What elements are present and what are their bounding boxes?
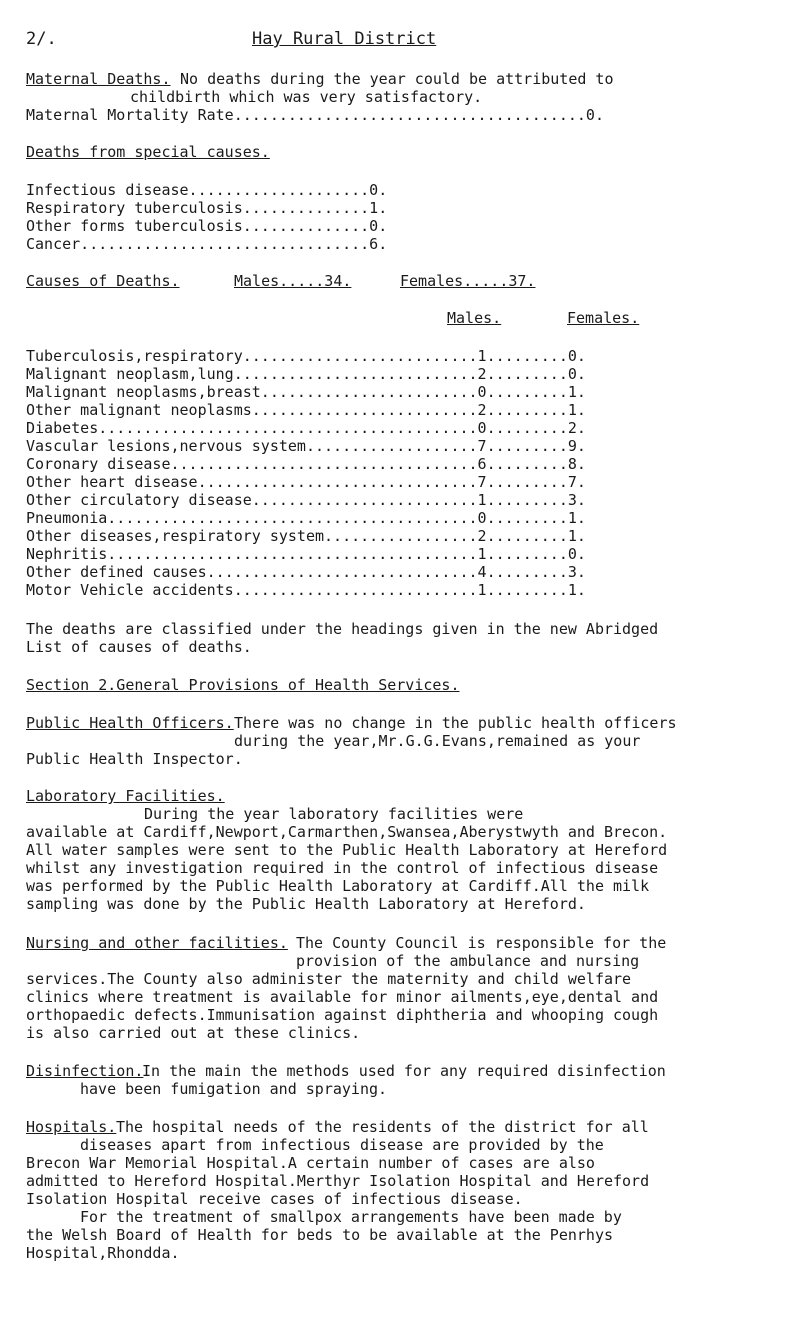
- section-2-heading: Section 2.General Provisions of Health Services.: [26, 676, 460, 694]
- maternal-rate: Maternal Mortality Rate.......................................0.: [26, 106, 604, 124]
- laboratory-heading: Laboratory Facilities.: [26, 787, 225, 805]
- laboratory-line: All water samples were sent to the Public Health Laboratory at Hereford: [26, 841, 668, 859]
- females-total: [400, 272, 535, 290]
- hospitals-line: diseases apart from infectious disease are provided by the: [80, 1136, 604, 1154]
- hospitals-line: admitted to Hereford Hospital.Merthyr Isolation Hospital and Hereford: [26, 1172, 650, 1190]
- laboratory-line: available at Cardiff,Newport,Carmarthen,Swansea,Aberystwyth and Brecon.: [26, 823, 668, 841]
- hospitals-line: Isolation Hospital receive cases of infectious disease.: [26, 1190, 523, 1208]
- males-total: [234, 272, 351, 290]
- classification-note-line-2: List of causes of deaths.: [26, 638, 252, 656]
- laboratory-line: was performed by the Public Health Laboratory at Cardiff.All the milk: [26, 877, 650, 895]
- nursing-heading: Nursing and other facilities.: [26, 934, 288, 952]
- table-row: Tuberculosis,respiratory..........................1.........0.: [26, 347, 586, 365]
- hospitals-heading: Hospitals.: [26, 1118, 117, 1136]
- laboratory-line: During the year laboratory facilities were: [144, 805, 524, 823]
- table-row: Other defined causes..............................4.........3.: [26, 563, 586, 581]
- hospitals-line: The hospital needs of the residents of the district for all: [116, 1118, 649, 1136]
- disinfection-line-2: have been fumigation and spraying.: [80, 1080, 388, 1098]
- table-row: Coronary disease..................................6.........8.: [26, 455, 586, 473]
- hospitals-line: For the treatment of smallpox arrangements have been made by: [80, 1208, 622, 1226]
- special-item: Respiratory tuberculosis..............1.: [26, 199, 388, 217]
- table-row: Other heart disease...............................7.........7.: [26, 473, 586, 491]
- causes-heading: Causes of Deaths.: [26, 272, 180, 290]
- table-row: Malignant neoplasm,lung...........................2.........0.: [26, 365, 586, 383]
- table-row: Vascular lesions,nervous system...................7.........9.: [26, 437, 586, 455]
- table-row: Pneumonia.........................................0.........1.: [26, 509, 586, 527]
- officers-line-1: There was no change in the public health officers: [234, 714, 677, 732]
- officers-line-2: during the year,Mr.G.G.Evans,remained as your: [234, 732, 641, 750]
- laboratory-line: whilst any investigation required in the control of infectious disease: [26, 859, 659, 877]
- column-header-males: Males.: [447, 309, 502, 327]
- disinfection-heading: Disinfection.: [26, 1062, 144, 1080]
- special-item: Infectious disease....................0.: [26, 181, 388, 199]
- table-row: Motor Vehicle accidents...........................1.........1.: [26, 581, 586, 599]
- maternal-heading: Maternal Deaths.: [26, 70, 171, 88]
- maternal-line-2: childbirth which was very satisfactory.: [130, 88, 483, 106]
- males-total-text: Males.....34.: [234, 272, 352, 290]
- nursing-line: clinics where treatment is available for minor ailments,eye,dental and: [26, 988, 659, 1006]
- hospitals-line: Hospital,Rhondda.: [26, 1244, 180, 1262]
- nursing-line: provision of the ambulance and nursing: [296, 952, 640, 970]
- nursing-line: services.The County also administer the maternity and child welfare: [26, 970, 632, 988]
- hospitals-line: the Welsh Board of Health for beds to be available at the Penrhys: [26, 1226, 613, 1244]
- laboratory-line: sampling was done by the Public Health Laboratory at Hereford.: [26, 895, 586, 913]
- table-row: Malignant neoplasms,breast........................0.........1.: [26, 383, 586, 401]
- nursing-line: is also carried out at these clinics.: [26, 1024, 361, 1042]
- maternal-line-1: No deaths during the year could be attributed to: [180, 70, 614, 88]
- disinfection-line-1: In the main the methods used for any required disinfection: [142, 1062, 666, 1080]
- special-item: Cancer................................6.: [26, 235, 388, 253]
- classification-note-line-1: The deaths are classified under the headings given in the new Abridged: [26, 620, 659, 638]
- special-item: Other forms tuberculosis..............0.: [26, 217, 388, 235]
- table-row: Other malignant neoplasms.........................2.........1.: [26, 401, 586, 419]
- page-number: 2/.: [26, 29, 57, 49]
- column-header-females: Females.: [567, 309, 640, 327]
- officers-line-3: Public Health Inspector.: [26, 750, 243, 768]
- table-row: Other circulatory disease.........................1.........3.: [26, 491, 586, 509]
- table-row: Other diseases,respiratory system.................2.........1.: [26, 527, 586, 545]
- nursing-line: orthopaedic defects.Immunisation against diphtheria and whooping cough: [26, 1006, 659, 1024]
- special-heading: Deaths from special causes.: [26, 143, 270, 161]
- females-total-text: Females.....37.: [400, 272, 536, 290]
- nursing-line: The County Council is responsible for the: [296, 934, 667, 952]
- table-row: Diabetes..........................................0.........2.: [26, 419, 586, 437]
- district-title: Hay Rural District: [252, 29, 437, 49]
- hospitals-line: Brecon War Memorial Hospital.A certain number of cases are also: [26, 1154, 595, 1172]
- table-row: Nephritis.........................................1.........0.: [26, 545, 586, 563]
- officers-heading: Public Health Officers.: [26, 714, 234, 732]
